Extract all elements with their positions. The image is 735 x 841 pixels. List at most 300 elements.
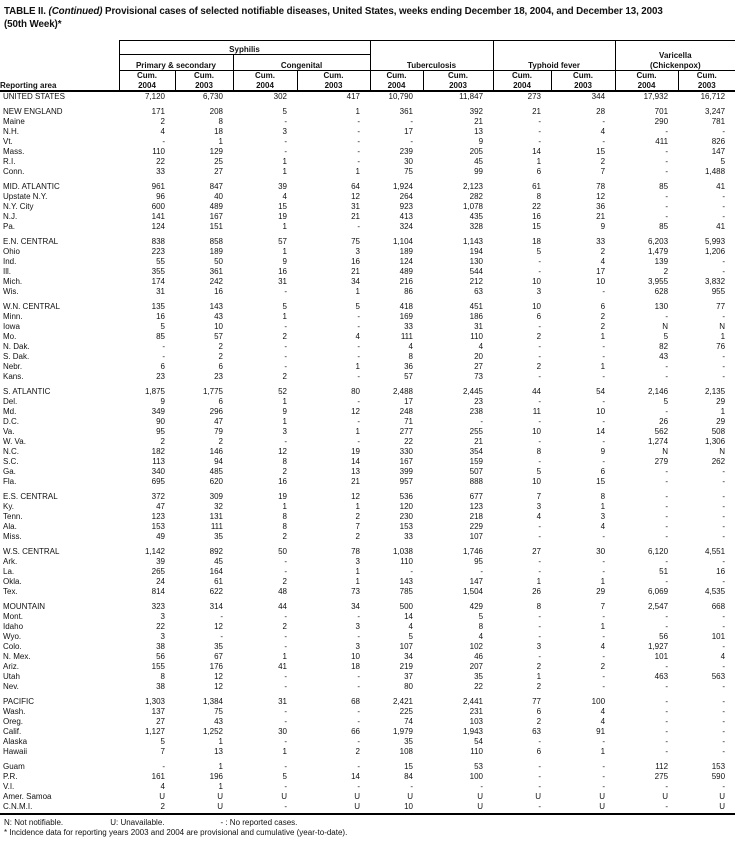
value-cell: 1,127 — [144, 727, 165, 736]
value-cell: 43 — [214, 717, 223, 726]
table-row — [0, 91, 735, 102]
value-cell: 20 — [474, 352, 484, 361]
value-cell: U — [599, 802, 606, 811]
value-cell: U — [477, 792, 484, 801]
table-row — [0, 577, 735, 587]
table-row — [0, 762, 735, 772]
reporting-area-cell: Wis. — [3, 287, 19, 296]
value-cell: 622 — [209, 587, 223, 596]
value-cell: - — [602, 737, 606, 746]
value-cell: 781 — [711, 117, 726, 126]
value-cell: 153 — [711, 762, 726, 771]
value-cell: 9 — [478, 137, 484, 146]
value-cell: 1,384 — [202, 697, 223, 706]
value-cell: 131 — [209, 512, 223, 521]
value-cell: 11 — [532, 407, 542, 416]
value-cell: 1 — [282, 167, 287, 176]
value-cell: 218 — [469, 512, 484, 521]
value-cell: - — [665, 202, 669, 211]
value-cell: - — [602, 372, 606, 381]
value-cell: 35 — [404, 737, 413, 746]
value-cell: 101 — [654, 652, 669, 661]
value-cell: - — [722, 577, 726, 586]
value-cell: 2 — [160, 117, 165, 126]
value-cell: 4 — [355, 332, 360, 341]
table-row — [0, 612, 735, 622]
value-cell: 29 — [596, 587, 606, 596]
value-cell: - — [602, 632, 606, 641]
value-cell: 5 — [663, 397, 669, 406]
table-row — [0, 332, 735, 342]
value-cell: 563 — [711, 672, 726, 681]
value-cell: - — [665, 167, 669, 176]
table-row — [0, 522, 735, 532]
reporting-area-cell: D.C. — [3, 417, 19, 426]
value-cell: 8 — [536, 192, 542, 201]
value-cell: 1 — [355, 287, 360, 296]
value-cell: - — [357, 352, 360, 361]
value-cell: 9 — [160, 397, 165, 406]
value-cell: 14 — [351, 772, 360, 781]
value-cell: - — [284, 782, 287, 791]
value-cell: 29 — [716, 417, 726, 426]
value-cell: 1 — [600, 362, 606, 371]
value-cell: 110 — [152, 147, 165, 156]
value-cell: 9 — [600, 447, 606, 456]
table-row — [0, 547, 735, 557]
table-row — [0, 792, 735, 802]
value-cell: 2 — [355, 512, 360, 521]
value-cell: 35 — [474, 672, 484, 681]
value-cell: 6 — [218, 362, 223, 371]
value-cell: 536 — [399, 492, 413, 501]
value-cell: 1,875 — [144, 387, 165, 396]
value-cell: 49 — [156, 532, 165, 541]
value-cell: 22 — [404, 437, 413, 446]
value-cell: 75 — [404, 167, 413, 176]
table-row — [0, 727, 735, 737]
value-cell: 1,306 — [705, 437, 726, 446]
value-cell: 2 — [355, 747, 360, 756]
value-cell: - — [538, 622, 542, 631]
value-cell: 153 — [399, 522, 413, 531]
value-cell: 1 — [355, 427, 360, 436]
value-cell: U — [159, 792, 165, 801]
value-cell: 2,123 — [462, 182, 484, 191]
reporting-area-cell: MOUNTAIN — [3, 602, 46, 611]
value-cell: 176 — [209, 662, 223, 671]
value-cell: 41 — [716, 182, 726, 191]
value-cell: 3 — [160, 612, 165, 621]
cum-2004-header: Cum. 2004 — [615, 71, 678, 92]
value-cell: 56 — [659, 632, 669, 641]
value-cell: - — [602, 772, 606, 781]
value-cell: 6 — [536, 167, 542, 176]
value-cell: 5 — [160, 322, 165, 331]
value-cell: U — [217, 792, 223, 801]
value-cell: - — [722, 512, 726, 521]
value-cell: - — [357, 222, 360, 231]
reporting-area-cell: N.Y. City — [3, 202, 34, 211]
value-cell: 6,069 — [648, 587, 669, 596]
value-cell: 16 — [278, 477, 287, 486]
value-cell: - — [602, 557, 606, 566]
value-cell: - — [357, 437, 360, 446]
value-cell: 57 — [404, 372, 413, 381]
value-cell: 413 — [399, 212, 413, 221]
value-cell: 1,924 — [392, 182, 413, 191]
reporting-area-cell: Ark. — [3, 557, 18, 566]
value-cell: - — [284, 682, 287, 691]
reporting-area-cell: La. — [3, 567, 15, 576]
value-cell: - — [284, 352, 287, 361]
value-cell: 57 — [278, 237, 287, 246]
value-cell: 6 — [160, 362, 165, 371]
value-cell: 99 — [474, 167, 484, 176]
value-cell: 43 — [214, 312, 223, 321]
value-cell: - — [602, 782, 606, 791]
value-cell: 1 — [600, 332, 606, 341]
value-cell: 64 — [351, 182, 360, 191]
value-cell: - — [665, 212, 669, 221]
value-cell: 262 — [711, 457, 726, 466]
value-cell: - — [538, 567, 542, 576]
value-cell: - — [538, 117, 542, 126]
value-cell: 1 — [600, 577, 606, 586]
value-cell: 80 — [351, 387, 360, 396]
value-cell: 25 — [214, 157, 223, 166]
value-cell: 296 — [209, 407, 223, 416]
table-row — [0, 682, 735, 692]
value-cell: - — [538, 257, 542, 266]
value-cell: 230 — [399, 512, 413, 521]
table-row — [0, 387, 735, 397]
value-cell: 544 — [469, 267, 484, 276]
value-cell: - — [357, 782, 360, 791]
value-cell: 435 — [469, 212, 484, 221]
value-cell: 3,247 — [705, 107, 726, 116]
value-cell: 4 — [600, 707, 606, 716]
value-cell: 12 — [351, 492, 360, 501]
value-cell: 39 — [156, 557, 165, 566]
value-cell: 46 — [474, 652, 484, 661]
value-cell: 6 — [218, 397, 223, 406]
table-row — [0, 662, 735, 672]
value-cell: 9 — [282, 407, 287, 416]
value-cell: 2 — [536, 332, 542, 341]
value-cell: 216 — [399, 277, 413, 286]
value-cell: - — [538, 372, 542, 381]
value-cell: 33 — [404, 322, 413, 331]
value-cell: 4 — [536, 512, 542, 521]
value-cell: - — [722, 662, 726, 671]
reporting-area-cell: S. Dak. — [3, 352, 30, 361]
reporting-area-cell: Tenn. — [3, 512, 23, 521]
value-cell: 141 — [151, 212, 165, 221]
value-cell: 108 — [399, 747, 413, 756]
varicella-label-line2: (Chickenpox) — [649, 60, 701, 70]
value-cell: 78 — [351, 547, 360, 556]
value-cell: - — [162, 342, 165, 351]
value-cell: - — [722, 532, 726, 541]
value-cell: N — [662, 322, 669, 331]
value-cell: 10 — [532, 277, 542, 286]
value-cell: 2 — [160, 437, 165, 446]
value-cell: 17 — [596, 267, 606, 276]
value-cell: - — [284, 117, 287, 126]
value-cell: 248 — [399, 407, 413, 416]
value-cell: 858 — [209, 237, 223, 246]
value-cell: 5 — [663, 332, 669, 341]
footnote-u: U: Unavailable. — [110, 818, 165, 827]
value-cell: - — [284, 707, 287, 716]
reporting-area-cell: W.S. CENTRAL — [3, 547, 60, 556]
value-cell: 1,142 — [144, 547, 165, 556]
value-cell: - — [722, 707, 726, 716]
value-cell: 12 — [351, 192, 360, 201]
value-cell: 1,104 — [392, 237, 413, 246]
value-cell: - — [722, 192, 726, 201]
value-cell: - — [284, 137, 287, 146]
value-cell: - — [357, 312, 360, 321]
value-cell: 5 — [536, 247, 542, 256]
cum-2003-header: Cum. 2003 — [423, 71, 493, 92]
value-cell: - — [284, 632, 287, 641]
value-cell: - — [538, 322, 542, 331]
value-cell: - — [357, 147, 360, 156]
value-cell: - — [602, 137, 606, 146]
value-cell: 24 — [156, 577, 165, 586]
value-cell: - — [602, 287, 606, 296]
value-cell: 1,943 — [462, 727, 484, 736]
table-row — [0, 632, 735, 642]
table-row — [0, 157, 735, 167]
value-cell: 2,488 — [392, 387, 413, 396]
value-cell: 1,775 — [202, 387, 223, 396]
value-cell: - — [722, 557, 726, 566]
value-cell: 16 — [716, 567, 726, 576]
reporting-area-cell: Fla. — [3, 477, 17, 486]
table-row — [0, 567, 735, 577]
table-row — [0, 642, 735, 652]
table-row — [0, 342, 735, 352]
reporting-area-cell: Ind. — [3, 257, 17, 266]
value-cell: 277 — [399, 427, 413, 436]
value-cell: - — [284, 612, 287, 621]
value-cell: 1 — [282, 417, 287, 426]
value-cell: 147 — [711, 147, 726, 156]
value-cell: 290 — [654, 117, 669, 126]
value-cell: 5 — [355, 302, 360, 311]
value-cell: - — [665, 502, 669, 511]
table-row — [0, 212, 735, 222]
value-cell: 31 — [278, 697, 287, 706]
value-cell: 15 — [532, 222, 542, 231]
reporting-area-cell: Oreg. — [3, 717, 24, 726]
value-cell: 279 — [654, 457, 669, 466]
reporting-area-cell: Guam — [3, 762, 25, 771]
value-cell: 26 — [659, 417, 669, 426]
table-row — [0, 372, 735, 382]
value-cell: - — [410, 782, 413, 791]
value-cell: 107 — [469, 532, 484, 541]
syphilis-group-header: Syphilis — [119, 41, 370, 55]
tuberculosis-group-header: Tuberculosis — [370, 41, 493, 71]
value-cell: - — [602, 652, 606, 661]
value-cell: 7 — [600, 167, 606, 176]
value-cell: 429 — [469, 602, 484, 611]
value-cell: 146 — [209, 447, 223, 456]
value-cell: - — [284, 762, 287, 771]
value-cell: 6,730 — [202, 92, 223, 101]
value-cell: 40 — [214, 192, 223, 201]
table-row — [0, 587, 735, 597]
value-cell: - — [220, 612, 223, 621]
value-cell: - — [665, 727, 669, 736]
value-cell: 61 — [214, 577, 223, 586]
value-cell: 238 — [469, 407, 484, 416]
reporting-area-cell: E.N. CENTRAL — [3, 237, 59, 246]
value-cell: 9 — [282, 257, 287, 266]
value-cell: 77 — [532, 697, 542, 706]
cum-2003-header: Cum. 2003 — [551, 71, 615, 92]
value-cell: 5 — [720, 157, 726, 166]
table-row — [0, 532, 735, 542]
reporting-area-cell: Hawaii — [3, 747, 28, 756]
reporting-area-cell: W.N. CENTRAL — [3, 302, 60, 311]
value-cell: 85 — [156, 332, 165, 341]
value-cell: 3 — [536, 642, 542, 651]
value-cell: 80 — [404, 682, 413, 691]
cum-2004-header: Cum. 2004 — [493, 71, 551, 92]
value-cell: - — [538, 737, 542, 746]
value-cell: - — [665, 697, 669, 706]
reporting-area-cell: Kans. — [3, 372, 24, 381]
value-cell: - — [665, 717, 669, 726]
value-cell: 1 — [720, 407, 726, 416]
value-cell: 349 — [151, 407, 165, 416]
table-row — [0, 437, 735, 447]
value-cell: 151 — [209, 222, 223, 231]
value-cell: 41 — [278, 662, 287, 671]
value-cell: 33 — [404, 532, 413, 541]
value-cell: 76 — [716, 342, 726, 351]
value-cell: 16 — [278, 267, 287, 276]
value-cell: 21 — [596, 212, 606, 221]
value-cell: 3 — [536, 502, 542, 511]
value-cell: 417 — [346, 92, 360, 101]
value-cell: 35 — [214, 532, 223, 541]
value-cell: 21 — [474, 117, 484, 126]
value-cell: - — [665, 512, 669, 521]
table-body — [0, 91, 735, 812]
value-cell: 888 — [469, 477, 484, 486]
table-row — [0, 107, 735, 117]
value-cell: 12 — [278, 447, 287, 456]
footnote-dash: - : No reported cases. — [220, 818, 298, 827]
value-cell: 411 — [655, 137, 669, 146]
value-cell: 73 — [351, 587, 360, 596]
value-cell: 14 — [351, 457, 360, 466]
table-row — [0, 192, 735, 202]
value-cell: 1,274 — [648, 437, 669, 446]
value-cell: 344 — [591, 92, 606, 101]
value-cell: 36 — [404, 362, 413, 371]
value-cell: 1 — [218, 137, 223, 146]
value-cell: 2 — [282, 372, 287, 381]
value-cell: - — [665, 147, 669, 156]
value-cell: 1 — [282, 312, 287, 321]
value-cell: 5 — [282, 107, 287, 116]
table-row — [0, 457, 735, 467]
value-cell: 34 — [351, 602, 360, 611]
value-cell: - — [480, 782, 484, 791]
value-cell: 30 — [596, 547, 606, 556]
reporting-area-cell: Pa. — [3, 222, 16, 231]
value-cell: 137 — [151, 707, 165, 716]
value-cell: 7,120 — [144, 92, 165, 101]
value-cell: 2 — [600, 322, 606, 331]
reporting-area-cell: Del. — [3, 397, 18, 406]
value-cell: 5 — [282, 772, 287, 781]
value-cell: 14 — [404, 612, 413, 621]
value-cell: - — [665, 157, 669, 166]
value-cell: 44 — [532, 387, 542, 396]
value-cell: 1,078 — [462, 202, 484, 211]
table-row — [0, 477, 735, 487]
reporting-area-cell: Nebr. — [3, 362, 23, 371]
value-cell: 15 — [596, 147, 606, 156]
value-cell: 7 — [160, 747, 165, 756]
value-cell: 225 — [399, 707, 413, 716]
value-cell: 123 — [151, 512, 165, 521]
value-cell: 33 — [156, 167, 165, 176]
value-cell: 16 — [214, 287, 223, 296]
value-cell: U — [217, 802, 223, 811]
value-cell: - — [480, 567, 484, 576]
value-cell: 16 — [156, 312, 165, 321]
value-cell: 2,135 — [705, 387, 726, 396]
value-cell: 31 — [278, 277, 287, 286]
value-cell: - — [357, 632, 360, 641]
value-cell: 21 — [532, 107, 542, 116]
value-cell: 23 — [156, 372, 165, 381]
table-row — [0, 417, 735, 427]
value-cell: - — [665, 492, 669, 501]
value-cell: 6 — [600, 302, 606, 311]
table-row — [0, 772, 735, 782]
value-cell: 1,479 — [648, 247, 669, 256]
value-cell: 169 — [399, 312, 413, 321]
table-row — [0, 512, 735, 522]
value-cell: 309 — [209, 492, 223, 501]
reporting-area-cell: Utah — [3, 672, 20, 681]
reporting-area-cell: S. ATLANTIC — [3, 387, 51, 396]
reporting-area-cell: N.J. — [3, 212, 18, 221]
value-cell: 620 — [209, 477, 223, 486]
value-cell: 242 — [209, 277, 223, 286]
value-cell: 1,206 — [705, 247, 726, 256]
value-cell: - — [665, 747, 669, 756]
value-cell: 16 — [351, 257, 360, 266]
value-cell: 4 — [282, 192, 287, 201]
value-cell: - — [410, 567, 413, 576]
value-cell: 355 — [151, 267, 165, 276]
reporting-area-cell: Upstate N.Y. — [3, 192, 48, 201]
header-row-groups — [0, 41, 735, 55]
value-cell: - — [357, 117, 360, 126]
value-cell: - — [602, 567, 606, 576]
